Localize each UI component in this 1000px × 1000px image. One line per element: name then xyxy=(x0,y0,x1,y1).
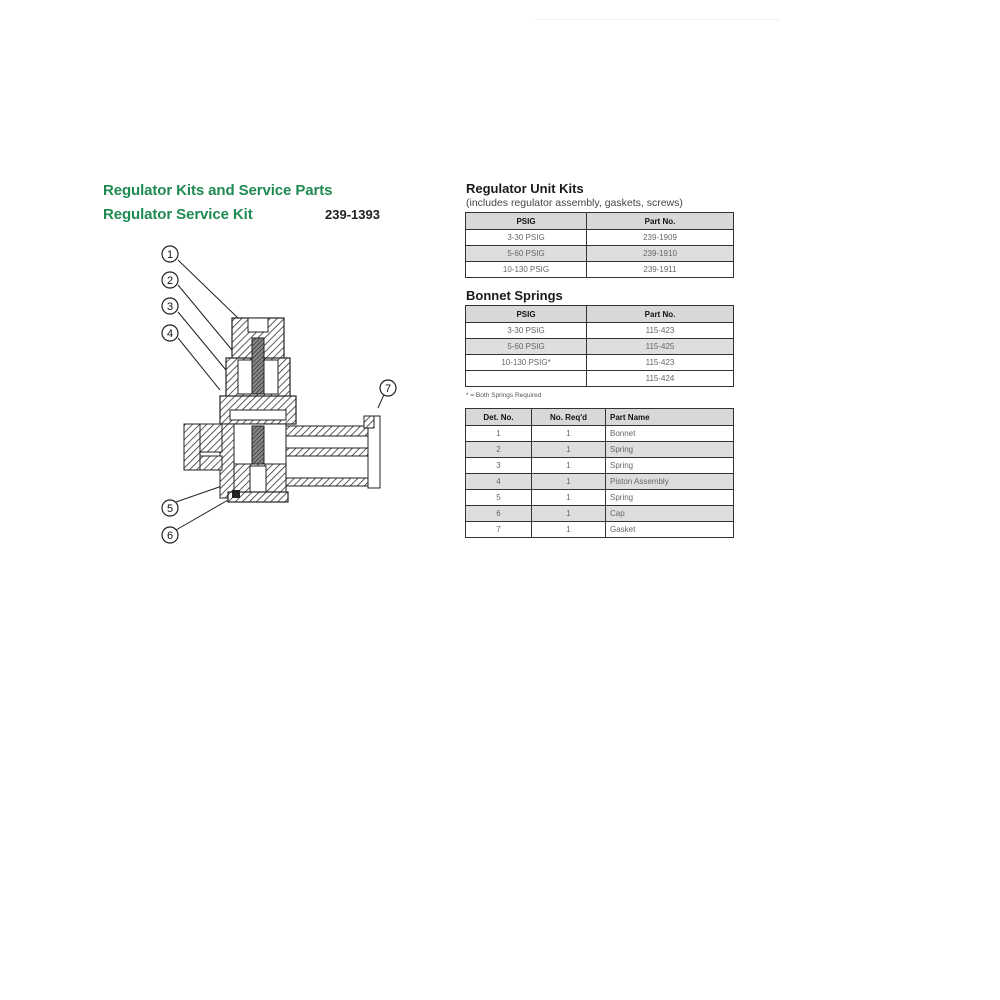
part-no-cell: 115-423 xyxy=(587,355,734,371)
qty-cell: 1 xyxy=(532,522,606,538)
column-header-det-no: Det. No. xyxy=(466,409,532,426)
svg-text:6: 6 xyxy=(166,530,174,542)
det-no-cell: 3 xyxy=(466,458,532,474)
part-no-cell: 115-424 xyxy=(587,371,734,387)
part-no-cell: 115-423 xyxy=(587,323,734,339)
svg-text:5: 5 xyxy=(166,503,174,515)
column-header-psig: PSIG xyxy=(466,213,587,230)
psig-cell: 3-30 PSIG xyxy=(466,230,587,246)
qty-cell: 1 xyxy=(532,506,606,522)
section-heading: Regulator Kits and Service Parts xyxy=(103,182,333,199)
psig-cell: 10-130 PSIG* xyxy=(466,355,587,371)
unit-kits-title: Regulator Unit Kits xyxy=(466,181,584,196)
part-name-cell: Cap xyxy=(606,506,734,522)
svg-text:1: 1 xyxy=(166,249,174,261)
part-name-cell: Piston Assembly xyxy=(606,474,734,490)
part-name-cell: Spring xyxy=(606,458,734,474)
part-no-cell: 239-1909 xyxy=(587,230,734,246)
det-no-cell: 6 xyxy=(466,506,532,522)
service-kit-label: Regulator Service Kit xyxy=(103,206,253,223)
svg-text:3: 3 xyxy=(166,301,174,313)
table-row xyxy=(466,458,734,474)
service-kit-number: 239-1393 xyxy=(325,207,380,222)
part-no-cell: 239-1910 xyxy=(587,246,734,262)
table-row xyxy=(466,474,734,490)
table-row xyxy=(466,339,734,355)
det-no-cell: 4 xyxy=(466,474,532,490)
psig-cell: 5-60 PSIG xyxy=(466,246,587,262)
table-row xyxy=(466,371,734,387)
bonnet-springs-title: Bonnet Springs xyxy=(466,288,563,303)
svg-text:2: 2 xyxy=(166,275,174,287)
column-header-part-no: Part No. xyxy=(587,306,734,323)
table-row xyxy=(466,490,734,506)
column-header-part-name: Part Name xyxy=(606,409,734,426)
det-no-cell: 1 xyxy=(466,426,532,442)
regulator-diagram xyxy=(150,240,400,550)
part-name-cell: Gasket xyxy=(606,522,734,538)
psig-cell xyxy=(466,371,587,387)
qty-cell: 1 xyxy=(532,490,606,506)
unit-kits-subtitle: (includes regulator assembly, gaskets, screws) xyxy=(466,197,683,209)
table-row xyxy=(466,246,734,262)
qty-cell: 1 xyxy=(532,442,606,458)
table-row xyxy=(466,323,734,339)
column-header-no-reqd: No. Req'd xyxy=(532,409,606,426)
psig-cell: 10-130 PSIG xyxy=(466,262,587,278)
bonnet-springs-table xyxy=(465,305,734,387)
qty-cell: 1 xyxy=(532,474,606,490)
faint-divider xyxy=(535,19,780,20)
part-no-cell: 115-425 xyxy=(587,339,734,355)
svg-text:7: 7 xyxy=(384,383,392,395)
table-row xyxy=(466,522,734,538)
det-no-cell: 7 xyxy=(466,522,532,538)
psig-cell: 3-30 PSIG xyxy=(466,323,587,339)
qty-cell: 1 xyxy=(532,458,606,474)
part-no-cell: 239-1911 xyxy=(587,262,734,278)
table-row xyxy=(466,426,734,442)
footnote: * = Both Springs Required xyxy=(466,392,542,399)
parts-table xyxy=(465,408,734,538)
table-row xyxy=(466,262,734,278)
part-name-cell: Spring xyxy=(606,490,734,506)
table-row xyxy=(466,506,734,522)
column-header-psig: PSIG xyxy=(466,306,587,323)
column-header-part-no: Part No. xyxy=(587,213,734,230)
part-name-cell: Bonnet xyxy=(606,426,734,442)
table-row xyxy=(466,442,734,458)
part-name-cell: Spring xyxy=(606,442,734,458)
det-no-cell: 5 xyxy=(466,490,532,506)
table-row xyxy=(466,230,734,246)
qty-cell: 1 xyxy=(532,426,606,442)
table-row xyxy=(466,355,734,371)
det-no-cell: 2 xyxy=(466,442,532,458)
psig-cell: 5-60 PSIG xyxy=(466,339,587,355)
svg-text:4: 4 xyxy=(166,328,174,340)
unit-kits-table xyxy=(465,212,734,278)
